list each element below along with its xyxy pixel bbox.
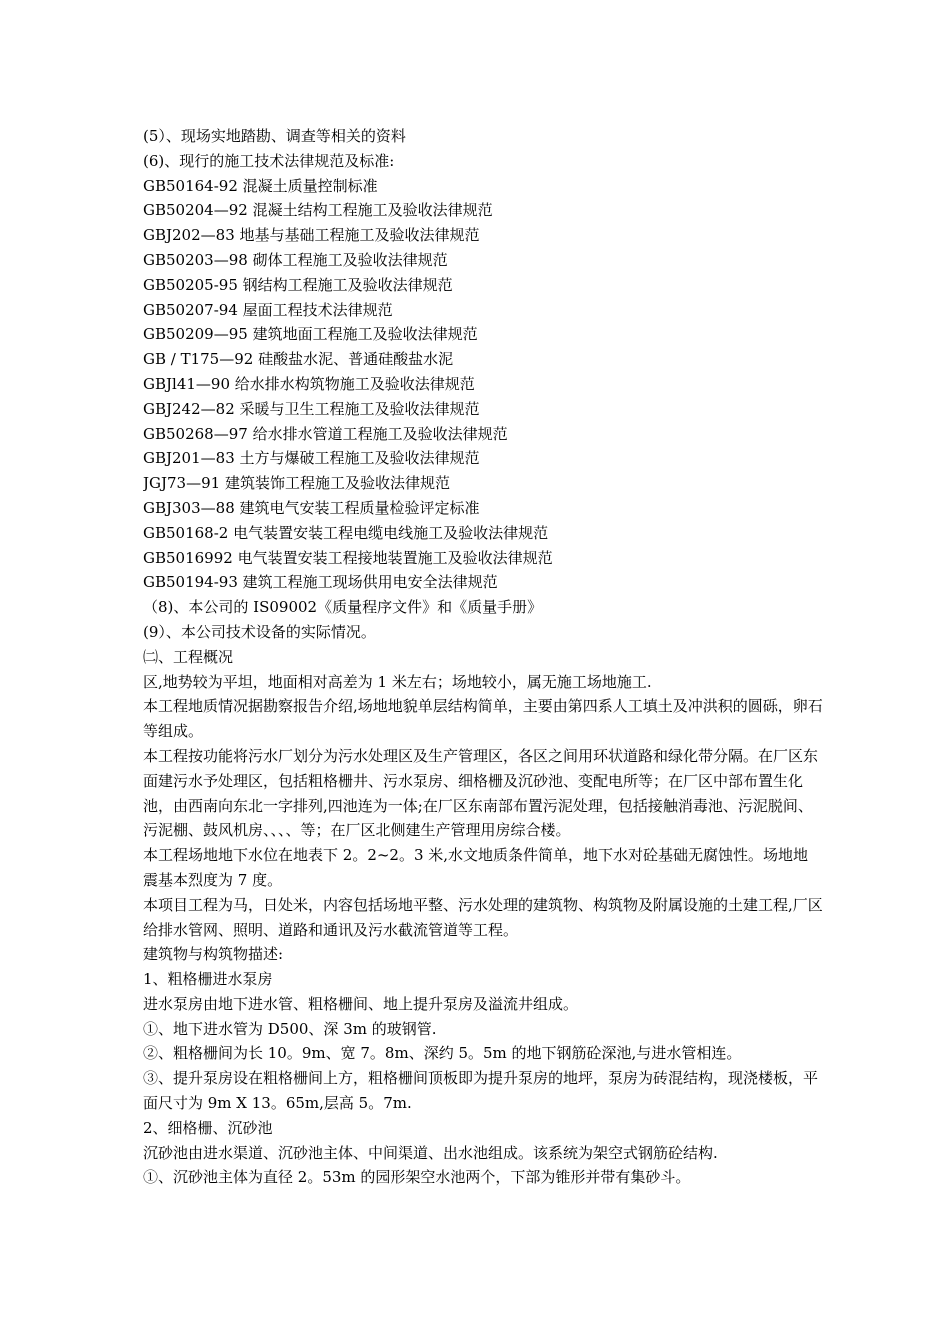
text-line: GBJ201—83 土方与爆破工程施工及验收法律规范 <box>143 449 480 468</box>
paragraph: 本工程按功能将污水厂划分为污水处理区及生产管理区，各区之间用环状道路和绿化带分隔。在厂区东面建污水予处理区，包括粗格栅井、污水泵房、细格栅及沉砂池、变配电所等；在厂区中部布置生化池，由西南向东北一字排列,四池连为一体;在厂区东南部布置污泥处理，包括接触消毒池、污泥脱间、污泥棚、鼓风机房、、、、等；在厂区北侧建生产管理用房综合楼。 <box>143 746 819 840</box>
text-line: GBJ242—82 采暖与卫生工程施工及验收法律规范 <box>143 399 480 418</box>
text-line: GB50204—92 混凝土结构工程施工及验收法律规范 <box>143 201 493 220</box>
text-line: GBJ202—83 地基与基础工程施工及验收法律规范 <box>143 226 480 245</box>
text-line: GB50164-92 混凝土质量控制标准 <box>143 176 378 195</box>
paragraph: 本项目工程为马，日处米，内容包括场地平整、污水处理的建筑物、构筑物及附属设施的土建工程,厂区给排水管网、照明、道路和通讯及污水截流管道等工程。 <box>143 895 823 939</box>
section-heading: 建筑物与构筑物描述: <box>143 945 284 964</box>
text-line: 沉砂池由进水渠道、沉砂池主体、中间渠道、出水池组成。该系统为架空式钢筋砼结构. <box>143 1143 718 1162</box>
section-heading: ㈡、工程概况 <box>143 647 234 666</box>
text-line: 区,地势较为平坦，地面相对高差为 1 米左右；场地较小，属无施工场地施工. <box>143 672 652 691</box>
paragraph: 本工程场地地下水位在地表下 2。2~2。3 米,水文地质条件简单，地下水对砼基础无腐蚀性。场地地震基本烈度为 7 度。 <box>143 846 809 889</box>
text-line: GB50168-2 电气装置安装工程电缆电线施工及验收法律规范 <box>143 523 549 542</box>
text-line: GB5016992 电气装置安装工程接地装置施工及验收法律规范 <box>143 548 553 567</box>
subsection-heading: 2、细格栅、沉砂池 <box>143 1118 273 1137</box>
text-line: GB50194-93 建筑工程施工现场供用电安全法律规范 <box>143 573 498 592</box>
text-line: ②、粗格栅间为长 10。9m、宽 7。8m、深约 5。5m 的地下钢筋砼深池,与进水管相连。 <box>143 1044 742 1063</box>
text-line: GB50203—98 砌体工程施工及验收法律规范 <box>143 250 448 269</box>
text-line: JGJ73—91 建筑装饰工程施工及验收法律规范 <box>143 474 450 493</box>
text-line: GB / T175—92 硅酸盐水泥、普通硅酸盐水泥 <box>143 350 454 369</box>
text-line: GB50207-94 屋面工程技术法律规范 <box>143 300 393 319</box>
text-line: GBJl41—90 给水排水构筑物施工及验收法律规范 <box>143 374 475 393</box>
text-line: (9）、本公司技术设备的实际情况。 <box>143 622 376 641</box>
text-line: (6)、现行的施工技术法律规范及标准: <box>143 151 395 170</box>
text-line: GBJ303—88 建筑电气安装工程质量检验评定标准 <box>143 498 480 517</box>
paragraph: 本工程地质情况据勘察报告介绍,场地地貌单层结构简单，主要由第四系人工填土及冲洪积的圆砾，卵石等组成。 <box>143 697 823 741</box>
paragraph: ③、提升泵房设在粗格栅间上方，粗格栅间顶板即为提升泵房的地坪，泵房为砖混结构，现浇楼板，平面尺寸为 9m X 13。65m,层高 5。7m. <box>143 1069 819 1113</box>
text-line: (5）、现场实地踏勘、调查等相关的资料 <box>143 127 406 145</box>
text-line: GB50205-95 钢结构工程施工及验收法律规范 <box>143 275 453 294</box>
text-line: ①、沉砂池主体为直径 2。53m 的园形架空水池两个，下部为锥形并带有集砂斗。 <box>143 1168 691 1187</box>
text-line: GB50268—97 给水排水管道工程施工及验收法律规范 <box>143 424 508 443</box>
text-line: ①、地下进水管为 D500、深 3m 的玻钢管. <box>143 1019 437 1038</box>
subsection-heading: 1、粗格栅进水泵房 <box>143 970 273 989</box>
text-line: 进水泵房由地下进水管、粗格栅间、地上提升泵房及溢流井组成。 <box>143 994 579 1013</box>
document-body <box>143 124 823 1190</box>
text-line: GB50209—95 建筑地面工程施工及验收法律规范 <box>143 325 478 344</box>
text-line: （8)、本公司的 IS09002《质量程序文件》和《质量手册》 <box>143 598 543 617</box>
